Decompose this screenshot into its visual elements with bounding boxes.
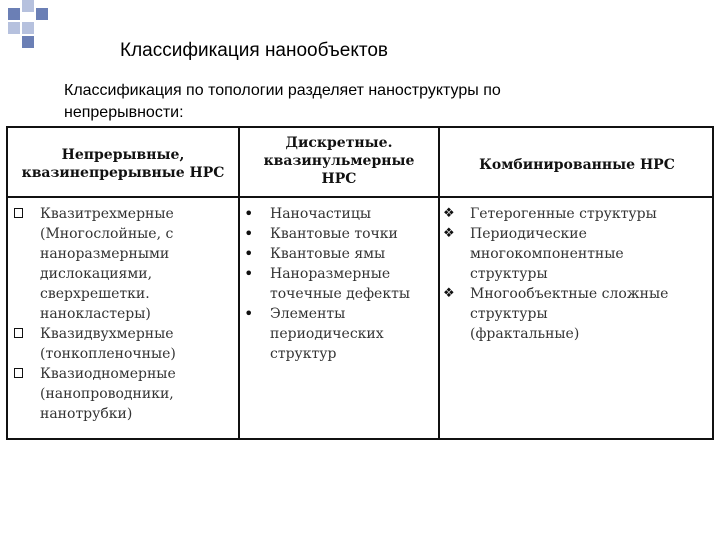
header-combined [440, 156, 714, 174]
item-line: структуры [470, 306, 548, 322]
list-item [10, 324, 236, 364]
list-item [440, 224, 712, 284]
intro-line: Классификация по топологии разделяет наноструктуры по [64, 82, 501, 99]
header-divider [8, 196, 712, 198]
decor-square-icon [22, 0, 34, 12]
decor-square-icon [8, 22, 20, 34]
decor-square-icon [22, 36, 34, 48]
header-line: Непрерывные, [61, 147, 185, 163]
square-bullet-icon [14, 328, 23, 338]
header-line: Комбинированные НРС [479, 157, 675, 173]
dot-bullet-icon: • [244, 264, 254, 283]
dot-bullet-icon: • [244, 224, 254, 243]
item-line: точечные дефекты [270, 286, 410, 302]
list-item [240, 304, 436, 364]
header-line: квазинульмерные [263, 153, 415, 169]
item-line: структуры [470, 266, 548, 282]
item-line: Квантовые точки [270, 226, 398, 242]
item-line: (тонкопленочные) [40, 346, 176, 362]
list-item [240, 204, 436, 224]
decor-square-icon [22, 22, 34, 34]
intro-text [64, 80, 664, 124]
header-line: квазинепрерывные НРС [21, 165, 225, 181]
item-line: наноразмерными [40, 246, 170, 262]
item-line: Наночастицы [270, 206, 371, 222]
item-line: нанокластеры) [40, 306, 151, 322]
item-line: Многообъектные сложные [470, 286, 669, 302]
square-bullet-icon [14, 368, 23, 378]
item-line: структур [270, 346, 337, 362]
column-discrete [240, 204, 436, 364]
dot-bullet-icon: • [244, 204, 254, 223]
item-line: сверхрешетки. [40, 286, 150, 302]
dot-bullet-icon: • [244, 244, 254, 263]
item-line: Квазиодномерные [40, 366, 176, 382]
column-continuous [10, 204, 236, 424]
item-line: Периодические [470, 226, 587, 242]
slide-title: Классификация нанообъектов [120, 40, 388, 61]
decor-square-icon [36, 8, 48, 20]
item-line: нанотрубки) [40, 406, 133, 422]
item-line: Наноразмерные [270, 266, 391, 282]
header-discrete [240, 134, 438, 188]
list-item [240, 244, 436, 264]
item-line: Квазидвухмерные [40, 326, 174, 342]
list-item [10, 204, 236, 324]
list-item [440, 284, 712, 344]
item-line: Элементы [270, 306, 346, 322]
item-line: Гетерогенные структуры [470, 206, 657, 222]
dot-bullet-icon: • [244, 304, 254, 323]
item-line: (Многослойные, с [40, 226, 174, 242]
list-item [10, 364, 236, 424]
item-line: периодических [270, 326, 384, 342]
item-line: многокомпонентные [470, 246, 624, 262]
diamond-bullet-icon: ❖ [443, 286, 455, 301]
diamond-bullet-icon: ❖ [443, 206, 455, 221]
item-line: Квантовые ямы [270, 246, 386, 262]
item-line: (нанопроводники, [40, 386, 174, 402]
header-line: Дискретные. [285, 135, 393, 151]
list-item [440, 204, 712, 224]
list-item [240, 224, 436, 244]
header-continuous [8, 146, 238, 182]
list-item [240, 264, 436, 304]
classification-table [6, 126, 714, 440]
square-bullet-icon [14, 208, 23, 218]
decor-square-icon [8, 8, 20, 20]
column-combined [440, 204, 712, 344]
diamond-bullet-icon: ❖ [443, 226, 455, 241]
item-line: (фрактальные) [470, 326, 580, 342]
header-line: НРС [321, 171, 357, 187]
intro-line: непрерывности: [64, 104, 184, 121]
item-line: Квазитрехмерные [40, 206, 174, 222]
item-line: дислокациями, [40, 266, 153, 282]
